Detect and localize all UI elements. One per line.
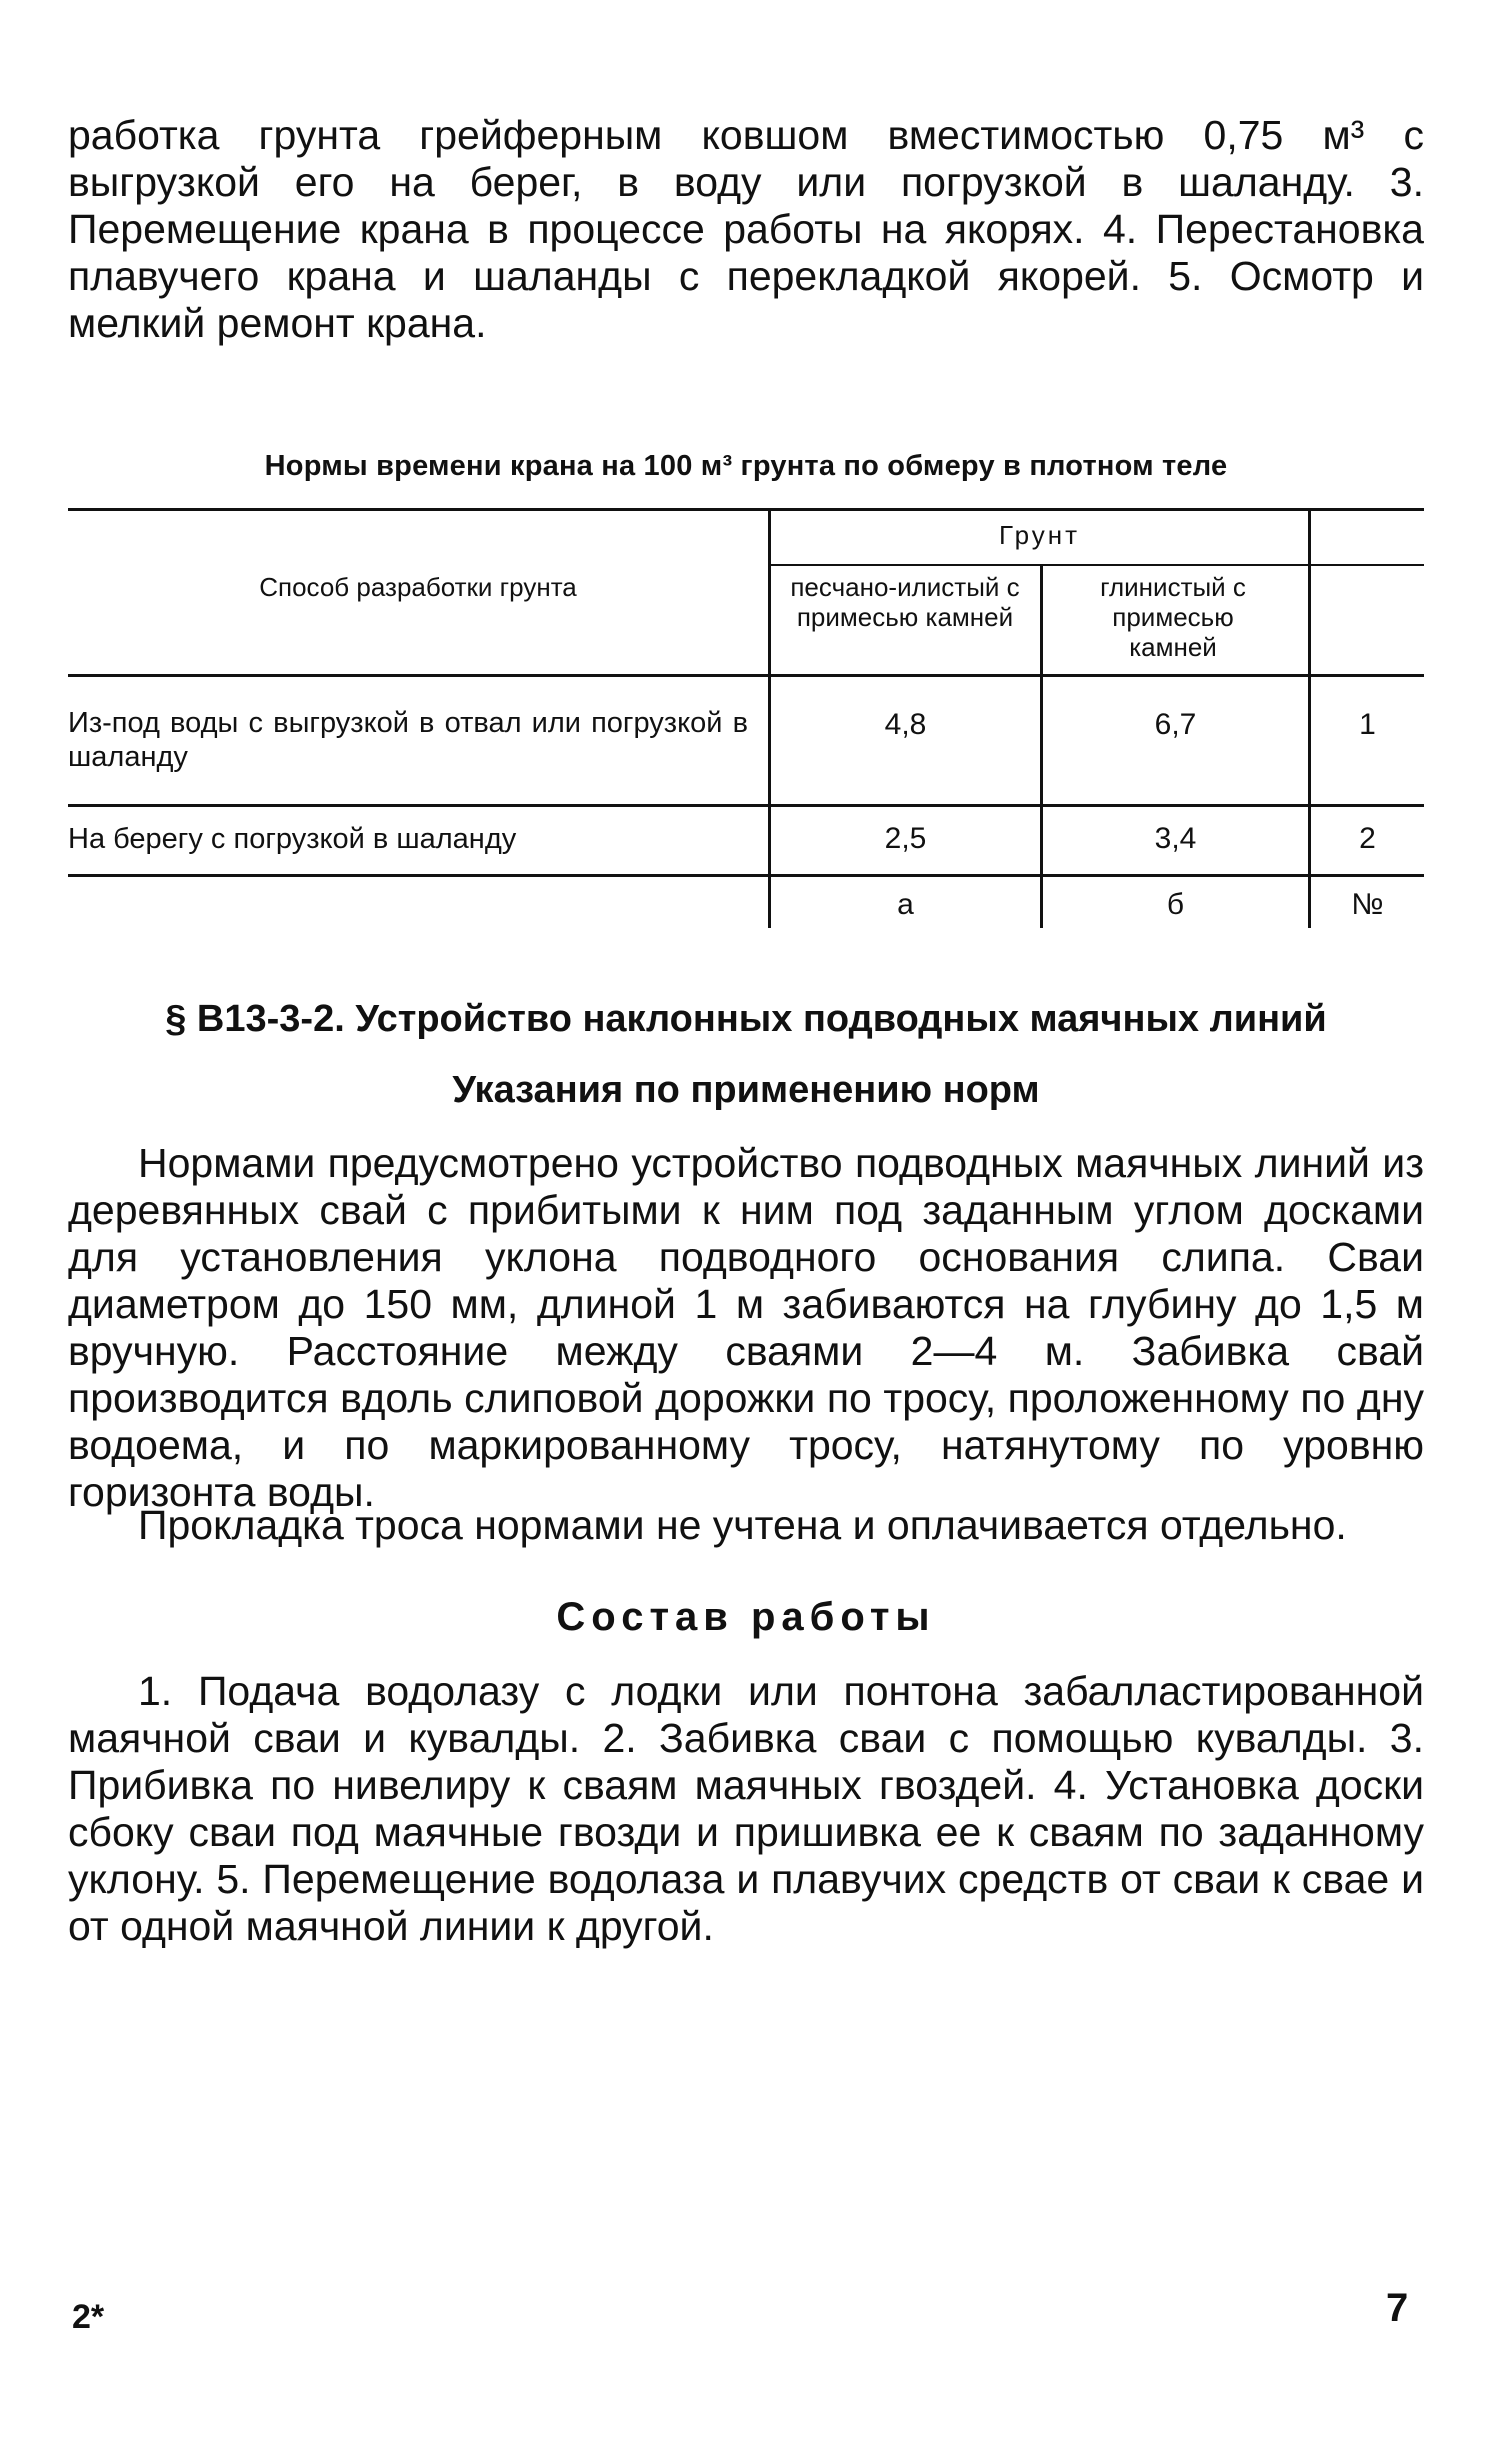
composition-paragraph: 1. Подача водолазу с лодки или понтона забалластированной маячной сваи и кувалды. 2. Забивка сваи с помощью кувалды. 3. Прибивка по нивелиру к сваям маячных гвоздей. 4. Установка доски сбоку сваи под маячные гвозди и пришивка ее к сваям по заданному уклону. 5. Перемещение водолаза и плавучих средств от сваи к свае и от одной маячной линии к другой. <box>68 1668 1424 1949</box>
row-2-value-a: 2,5 <box>884 822 927 855</box>
norms-table <box>68 508 1424 928</box>
table-row-rule <box>68 804 1424 807</box>
footer-col-a-label: а <box>897 888 914 921</box>
table-header-rule <box>68 674 1424 677</box>
guidance-paragraph-1: Нормами предусмотрено устройство подводных маячных линий из деревянных свай с прибитыми к ним под заданным углом досками для установления уклона подводного основания слипа. Сваи диаметром до 150 мм, длиной 1 м забиваются на глубину до 1,5 м вручную. Расстояние между сваями 2—4 м. Забивка свай производится вдоль слиповой дорожки по тросу, проложенному по дну водоема, и по маркированному тросу, натянутому по уровню горизонта воды. <box>68 1140 1424 1515</box>
col-a-header: песчано-илистый с примесью камней <box>790 572 1020 632</box>
col-method-header: Способ разработки грунта <box>259 572 577 602</box>
composition-heading: Состав работы <box>556 1595 936 1639</box>
col-group-header: Грунт <box>998 520 1081 550</box>
signature-mark: 2* <box>72 2298 105 2336</box>
footer-number-label: № <box>1351 888 1384 921</box>
table-bottom-rule <box>68 874 1424 877</box>
row-1-value-b: 6,7 <box>1154 708 1197 741</box>
guidance-paragraph-2: Прокладка троса нормами не учтена и оплачивается отдельно. <box>138 1502 1347 1548</box>
page-number: 7 <box>1386 2286 1409 2330</box>
row-2-method: На берегу с погрузкой в шаланду <box>68 823 517 855</box>
section-heading: § В13-3-2. Устройство наклонных подводных маячных линий <box>165 998 1327 1040</box>
row-1-number: 1 <box>1359 708 1376 741</box>
table-col-divider-2 <box>1040 564 1043 928</box>
col-b-header: глинистый с примесью камней <box>1100 572 1246 662</box>
table-group-rule <box>768 564 1424 566</box>
row-2-value-b: 3,4 <box>1154 822 1197 855</box>
section-subheading: Указания по применению норм <box>452 1069 1040 1111</box>
row-1-method: Из-под воды с выгрузкой в отвал или погрузкой в шаланду <box>68 707 748 773</box>
table-top-rule <box>68 508 1424 511</box>
intro-paragraph: работка грунта грейферным ковшом вместимостью 0,75 м³ с выгрузкой его на берег, в воду или погрузкой в шаланду. 3. Перемещение крана в процессе работы на якорях. 4. Перестановка плавучего крана и шаланды с перекладкой якорей. 5. Осмотр и мелкий ремонт крана. <box>68 112 1424 346</box>
table-title: Нормы времени крана на 100 м³ грунта по обмеру в плотном теле <box>264 450 1228 482</box>
footer-col-b-label: б <box>1166 888 1185 921</box>
row-1-value-a: 4,8 <box>884 708 927 741</box>
row-2-number: 2 <box>1359 822 1376 855</box>
